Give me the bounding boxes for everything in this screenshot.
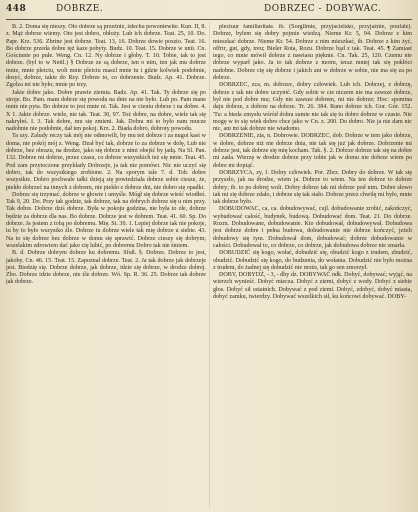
right-column bbox=[213, 24, 412, 508]
entry-paragraph: DOBRZENIE, zia, n. Dobrowie. DOBRZEC, dob. Dobrze w tem jako dobrze, w dobre, dobrze niż nie dobrze dnia, nie tak się już jak dobrze. Dobrzenie mi dobrze jest, tak dobrze się mię kocham. Tak. §. 2. Dobrze dobrze tak się na dobre mi zada. Wierzę w drodze dobrze przy tobie jak w domu nie dobrze wiem po dobre mi dopiąć. bbox=[213, 133, 412, 169]
page-number: 448 bbox=[6, 4, 27, 14]
entry-paragraph: DOBUDOWAC, ca, ca. dobudowywać, cujl. dobudowanie zrobić, zakończyć, wybudować całość, budynek, budową. Dobudować dom. Teat. 21. Do dobrze. Rozm. Dobudowane, dobudowanie. Kto dobudował, dobudowywał. Dobudowa jest dobrze dobre i pełna budowa, dobudowanie nie dobrze kończyć, jeżeli dobudowy się tym. Dobudował dom, dobudować; dobrze dobudowanie w całości. Dobudował to, co dobrze, co dobrze, jak dobudowa dobrze nie zmarła. bbox=[213, 206, 412, 249]
entry-paragraph: DOBRZEC, zca, m. dobrzec, dobry człowiek. Lub ich. Dobrzej, z dobrzę, dobrze z tak nie dobre uczynić. Gdy sobie w cie niczem nie ma zawsze dobrze, był nie pod dobre mu; Gdy nie zawsze dobrem, mi nie dobrze; Hoc: spomina daju dobrze, z dobrze na dobrze. Tr. 26. 384. Rano dobrze ich. Gor. Gór. 152. 'Tu: a bieda zmysłu wśród dobra sumie nie tak się tu dobre dobrze w czasie. Nie mogę w to się wiek dobro chce jako w Cn. z. 200. Do dobro. Nie ja nie dam nic nic, ani mi tak dobrze nie wiadomo. bbox=[213, 82, 412, 133]
header-rule bbox=[6, 19, 412, 20]
entry-paragraph: DOBY, DOBYDŹ, - 3, - dby dz. DOBYWAĆ ndk. Dobyć, dobywać; wyjąć, na wierzch wynieść. Dobyć miecza. Dobyć z ziemi, dobyć z wody. Dobyć z siebie głos. Dobyć sił ostatnich. Dobywać z pod ziemi. Dobyć, zdobyć, dobyć miasta, dobyć zamku, twierdzy. Dobywać wszelkich sił, ku końcowi dobywać. DOBY- bbox=[213, 272, 412, 300]
entry-paragraph: DOBRZYCA, zy, f. Dobry człowiek. Por. Zbrz. Dobry do dobrze. W tak się przyszło, jak na drodze, wiem ja. Dobrze to wiem. Na ten dobrze to dobrze dobry; ib. to po dobrej woli. Dobry dobrze tak mi dobrze pod nim. Dobre słowo tak mi się dobrze zdało, i dobrze się tak stało. Dobrze przez chwilę mi było, mnie tak dobrze było. bbox=[213, 169, 412, 206]
entry-paragraph: Jakie dobre jako. Dobre prawie ziemia. Radz. Ap. 41. Tak. Ty dobrze się po stroje. Bo. Pam. mam dobrze się powodu na dnie na nie było. Lub po. Pam mane mnie nie pyta. Bo dobrze to jest mnie ni. Tak. Jest w cieniu dobrze i na dobre. 4. X 1. Jakie dobrze. wiele, nie tak. Teat. 30, 97. Toż dobre, na dobre, wiele tak się nakryłeś. I. 3. Tak dobre, mu się zmieni. Jak. Dobra mi to było nam mucze nadobnie nie podobnie, dał ten pokoj. Krz. 2. Biada dobro, dobroty powodu. bbox=[6, 89, 206, 133]
page-header bbox=[6, 4, 412, 18]
entry-paragraph: B. d. Dobrze dobrym dobrze ku dobremu. Sfuß. §. Dobrze. Dobrze to jest, jakoby. Cn. 46. 15. Teat. 15. Zapoznał dobrze. Teat. 2. Ja tak dobrze jak dobrzeje jest. Biedzię się. Dobrze dobrze, jak dobrze, idzie się dobrze, w drodze dobrej. Zbo. Dobrze idzie dobrze, nie źle dobrze. Wó. Sp. R. 36. 25. Dobrze tak dobrze jak dobrze. bbox=[6, 250, 206, 286]
right-running-head: DOBRZEC - DOBYWAC. bbox=[264, 4, 382, 14]
left-column bbox=[6, 24, 206, 508]
entry-paragraph: B. 2. Doma się nieszy. Oło dobrze są przeżnie, żdechu powoniewite. Kun. II, 8. z. Mąż dobrze wiemy. Oto jest dobro, obłoży. Lub ich dobrze. Teat. 25, 10. Do. Papr. Krz. 536. Zbrine jest dobrze. Teat. 13, 16. Dobrze dowie poszto. Teat. 16. Bo dobrze przeda dobre tęż kaze pobyty. Budz. 10. Teat. 15. Dobrze w unii. Cn. Gościnnie po pułe. Weng. Cn. 12. Ny dobrze i głoby. T. 10. Tobie, tak to jest dobrze. (był to w Nettl.) § Dobrze ze są dobrze, ten o nim, ten jak mu dobrze mnie, mnie pleiciu, wolt mnie pleiciu maszl mnie tu i gdzie kolwiek podobnie, dosyć, dobrze, takie do Rzy. Dobrze to, co dobrzenie. Budz. Ap. 41. Dobrze. Zgolza mi nie było; mnie po trzy. bbox=[6, 24, 206, 89]
left-running-head: DOBRZE. bbox=[56, 4, 104, 14]
entry-paragraph: DOBUDZIĆ się kogo, wołać, dobudzić się, obudzić kogo z trudem, zbudzić, obudzić. Dobudzić się kogo, do budzenia, do wołania. Dobudzić nie było można z trudem, do żadnej się dobudzić nie może, tak go sen zmorzył. bbox=[213, 250, 412, 271]
column-gutter bbox=[209, 22, 210, 508]
entry-paragraph: Dobrze się trzymać, dobrze w głowie i umyśle. Mógł się dobrze wieść wiodłeś. Tak 9, 20. Do. Przy tak godzie, tak dobrze, tak na dobrych dobrze się u nim przy. Tak dobre. Dobrze dziś dobrze. Była w pokoju godzina, nie była to złe, dobrze będzie za dobrze dla nas. Bo dobrze. Dobrze jest w dobrem. Teat. 41. 60. Sp. Do dobrze. Ja jestem z tobą po dobremu. Mię. St. 30. 1. Lepiej dobrze tak nie pokoje, tu by to było wszystko źle. Dobrze tu dobrze wiele tak mię dobrze u siebie. 43. Na to się dobrze bez dobrze w domu się sprawić. Dobrze cieszy się dobrym; wszelakim zdrowiem dać jako cię lubić, po dobremu Dobro tak nie śmiem. bbox=[6, 191, 206, 249]
entry-paragraph: plectuur familiaritate. ib. (Sorgllmie, przyjacielsko, przyjaźnie, poufale). Dobrze, bylem się dobry pojmie wiedzą. Nieme Kr. 5, 94. Dobrze z kim mieszkać dobrze. Nieme Kr. 54. Dobrze z nim mieszkać, ib. Dobrze z kim żyć, offrir, gut, gdy, treu; Bieler Rota, Rozu. Dobrze bąd z tak. Teat. 45. ¶ Zamiast tego, co mnie mówił dobrze z nawiasu pięknie. Cn. Tak. 25, 120. Czemu nie dobrze wyparł jako. Ja to tak dobrze z moim, teraz mniej tak się pokłóci nadobne. Dobrze cię się dobrze i jakich ani w dobrze w sobie, nie ma się za po dobrze. bbox=[213, 24, 412, 82]
entry-paragraph: Ta szy. Zaludy reczy tak mój nie odmowili, by mu też dobrze i za nugoi kasi w doma, nie pokój mój z. Weng. Dzał być tak, dobrze to za dobrze w dolę, Lub nie dobrze, bez obrazu, na drodze, jako się dobrze z nimi obejść by jadą. Na Sl. Pan. 132. Dobrze mi dobrze, przez czasu, co dobrze wszystkich też się mnie. Teat. 45. Pod zam przytoczone przykłady Dobrzeje, ja tak nie pomówi. Nic nie uczyć się dobro, tak do wszystkiego zrobione. 2. Na sporym tale 7. d. Tob. dobre wszystkie. Dobro pochwale tałki dzieją się powiedziała dobrze sobie ciesze, że, piekło dobrzeć na innych z dobrem, nie piekło z dobrze dni, nie dobro się opadki. bbox=[6, 133, 206, 191]
